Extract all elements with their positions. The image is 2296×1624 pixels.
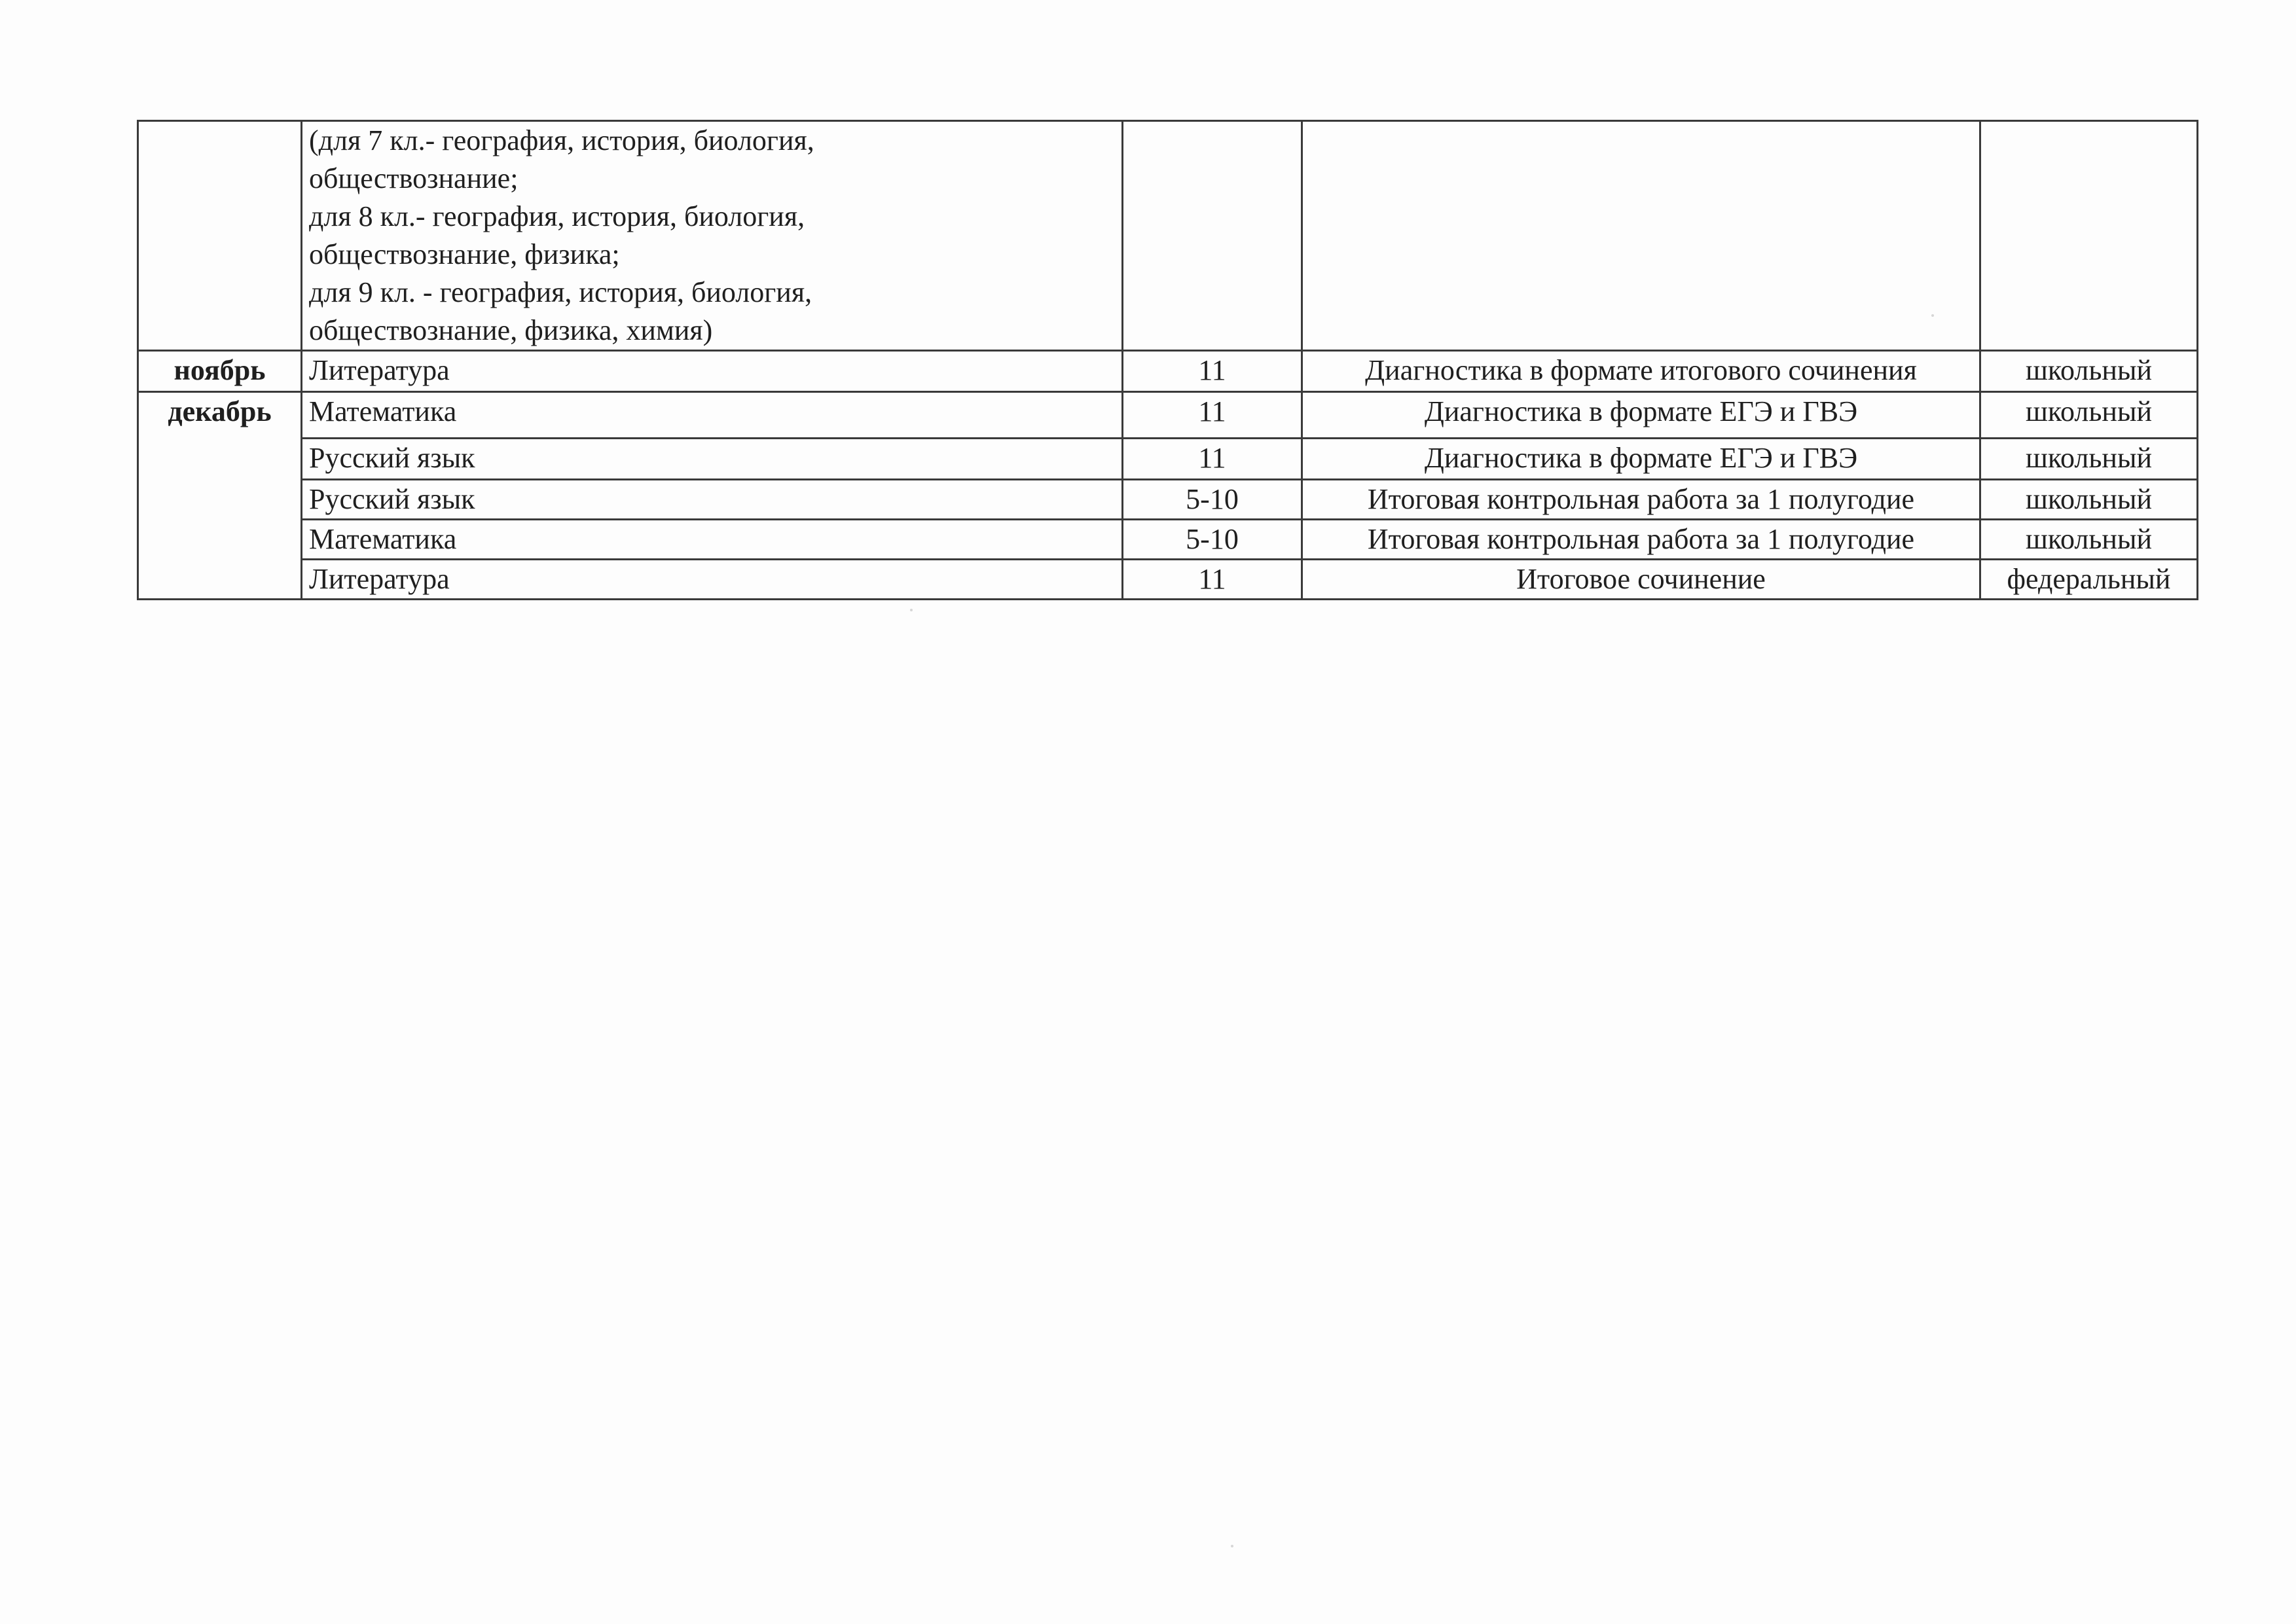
scan-speck bbox=[1231, 1545, 1233, 1547]
form-cell: Итоговая контрольная работа за 1 полугодие bbox=[1302, 480, 1980, 520]
level-cell bbox=[1980, 121, 2198, 351]
subject-cell: Литература bbox=[302, 351, 1123, 392]
level-cell: федеральный bbox=[1980, 560, 2198, 600]
level-cell: школьный bbox=[1980, 392, 2198, 439]
note-line: обществознание; bbox=[309, 162, 519, 194]
grade-cell: 11 bbox=[1123, 351, 1302, 392]
form-cell: Итоговое сочинение bbox=[1302, 560, 1980, 600]
level-cell: школьный bbox=[1980, 351, 2198, 392]
note-line: (для 7 кл.- география, история, биология, bbox=[309, 124, 814, 156]
note-line: обществознание, физика; bbox=[309, 238, 620, 270]
level-cell: школьный bbox=[1980, 520, 2198, 560]
note-line: обществознание, физика, химия) bbox=[309, 314, 713, 346]
table-row bbox=[138, 520, 2198, 560]
form-cell: Диагностика в формате итогового сочинения bbox=[1302, 351, 1980, 392]
table-row bbox=[138, 439, 2198, 480]
table-row bbox=[138, 480, 2198, 520]
grade-cell: 11 bbox=[1123, 560, 1302, 600]
note-line: для 9 кл. - география, история, биология, bbox=[309, 276, 812, 308]
scan-speck bbox=[1931, 314, 1934, 317]
note-line: для 8 кл.- география, история, биология, bbox=[309, 200, 805, 232]
level-cell: школьный bbox=[1980, 480, 2198, 520]
subject-note-cell bbox=[302, 121, 1123, 351]
table-row bbox=[138, 560, 2198, 600]
assessment-schedule-table bbox=[137, 120, 2198, 600]
grade-cell: 11 bbox=[1123, 439, 1302, 480]
scan-speck bbox=[910, 609, 913, 611]
month-cell: ноябрь bbox=[138, 351, 302, 392]
subject-cell: Математика bbox=[302, 520, 1123, 560]
form-cell: Итоговая контрольная работа за 1 полугодие bbox=[1302, 520, 1980, 560]
level-cell: школьный bbox=[1980, 439, 2198, 480]
form-cell: Диагностика в формате ЕГЭ и ГВЭ bbox=[1302, 392, 1980, 439]
grade-cell: 5-10 bbox=[1123, 520, 1302, 560]
subject-cell: Русский язык bbox=[302, 480, 1123, 520]
form-cell bbox=[1302, 121, 1980, 351]
subject-cell: Математика bbox=[302, 392, 1123, 439]
subject-cell: Литература bbox=[302, 560, 1123, 600]
grade-cell: 5-10 bbox=[1123, 480, 1302, 520]
month-cell bbox=[138, 121, 302, 351]
table-row bbox=[138, 351, 2198, 392]
table-row bbox=[138, 392, 2198, 439]
grade-cell bbox=[1123, 121, 1302, 351]
subject-cell: Русский язык bbox=[302, 439, 1123, 480]
form-cell: Диагностика в формате ЕГЭ и ГВЭ bbox=[1302, 439, 1980, 480]
grade-cell: 11 bbox=[1123, 392, 1302, 439]
month-cell: декабрь bbox=[138, 392, 302, 600]
table-row bbox=[138, 121, 2198, 351]
